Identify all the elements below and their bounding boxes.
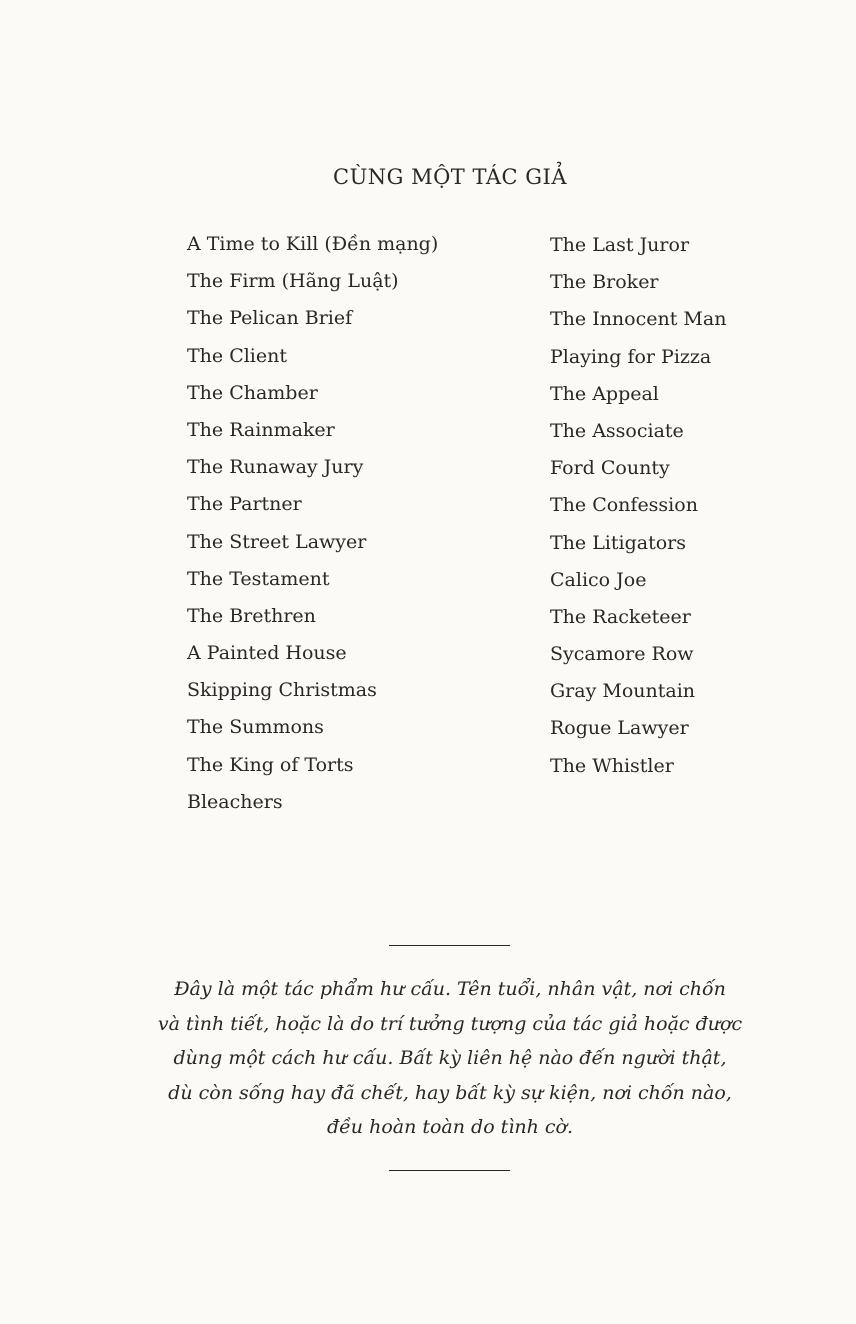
divider-bottom [389,1170,510,1171]
book-title: The Last Juror [550,234,690,256]
disclaimer-line: dùng một cách hư cấu. Bất kỳ liên hệ nào đến người thật, [173,1047,727,1069]
book-title: Calico Joe [550,568,647,591]
book-title: The Broker [550,271,659,294]
book-title: The Pelican Brief [187,307,353,330]
book-title: A Time to Kill (Đền mạng) [187,233,439,255]
book-title: A Painted House [187,642,347,665]
book-title: The Litigators [550,531,686,554]
divider-top [389,945,510,946]
book-title: The Runaway Jury [187,456,364,479]
book-title: The Rainmaker [187,418,335,441]
book-title: The King of Torts [187,753,354,776]
book-title: Skipping Christmas [187,679,377,702]
book-title: Ford County [550,457,670,480]
book-title: The Partner [187,493,302,516]
book-title: Playing for Pizza [550,345,712,368]
book-title: Bleachers [187,790,283,813]
book-title: The Associate [550,419,684,442]
page-heading: CÙNG MỘT TÁC GIẢ [333,165,567,189]
book-list-right [550,227,726,785]
book-title: The Chamber [187,381,318,404]
book-title: The Confession [550,494,698,517]
disclaimer-line: dù còn sống hay đã chết, hay bất kỳ sự kiện, nơi chốn nào, [168,1081,732,1104]
book-title: The Firm (Hãng Luật) [187,270,399,293]
book-title: The Brethren [187,604,316,627]
disclaimer-line: và tình tiết, hoặc là do trí tưởng tượng của tác giả hoặc được [157,1012,743,1035]
book-title: The Innocent Man [550,308,727,331]
book-title: The Appeal [550,382,659,405]
book-title: The Whistler [550,754,674,777]
disclaimer-line: đều hoàn toàn do tình cờ. [326,1116,574,1138]
disclaimer-line: Đây là một tác phẩm hư cấu. Tên tuổi, nhân vật, nơi chốn [174,978,726,1000]
book-title: The Street Lawyer [187,530,367,553]
book-title: The Racketeer [550,605,691,628]
book-title: Sycamore Row [550,643,694,666]
book-title: The Testament [187,567,330,590]
book-title: The Summons [187,716,324,739]
book-list-left [187,226,438,821]
disclaimer [140,972,760,1145]
book-title: Gray Mountain [550,680,696,703]
book-title: Rogue Lawyer [550,717,689,740]
book-title: The Client [187,344,288,367]
